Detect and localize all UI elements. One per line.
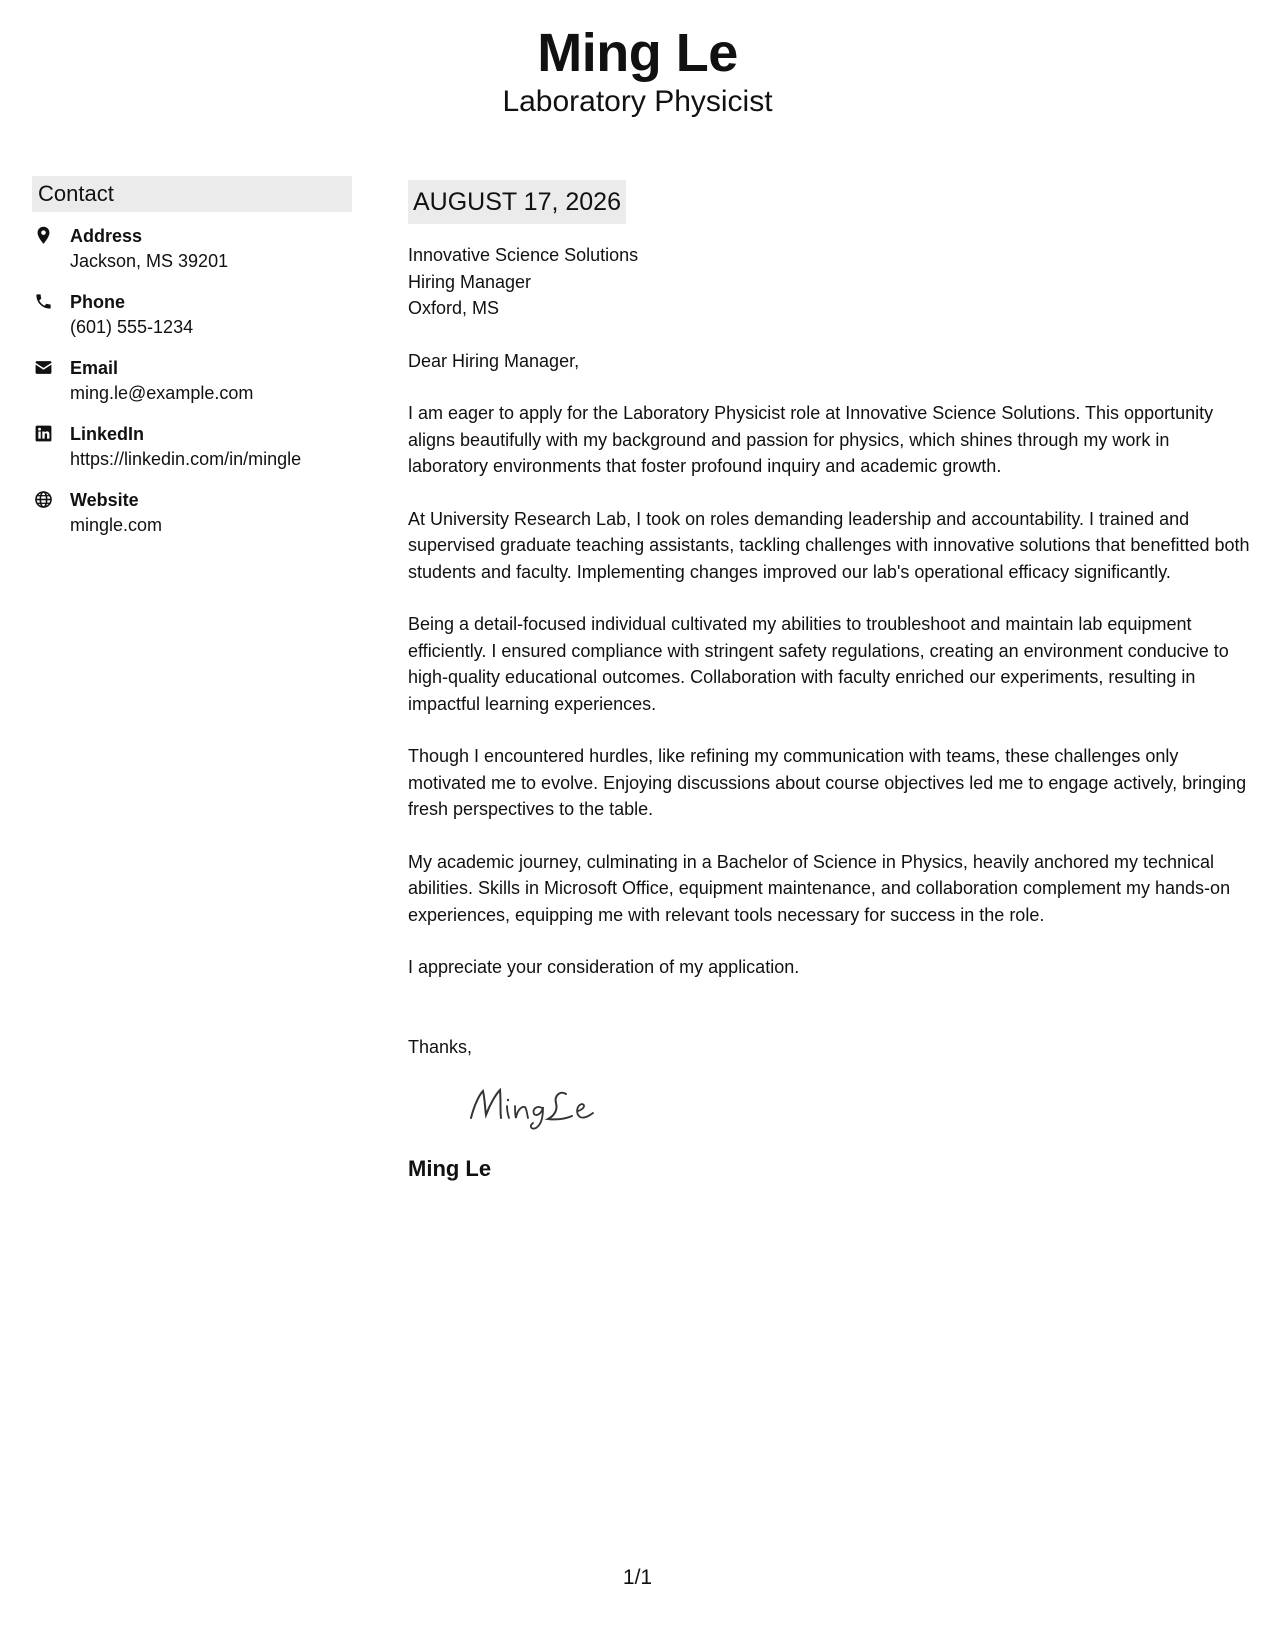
- map-pin-icon: [32, 224, 70, 245]
- signer-name: Ming Le: [408, 1156, 492, 1181]
- linkedin-icon: [32, 422, 70, 443]
- contact-item-phone: [32, 290, 352, 340]
- letter-paragraph: My academic journey, culminating in a Bachelor of Science in Physics, heavily anchored my technical abilities. Skills in Microsoft Office, equipment maintenance, and collaboration complement my hands-on experiences, equipping me with relevant tools necessary for success in the role.: [408, 851, 1231, 925]
- letter-paragraph: At University Research Lab, I took on roles demanding leadership and accountability. I trained and supervised graduate teaching assistants, tackling challenges with innovative solutions that benefitted both students and faculty. Implementing changes improved our lab's operational efficacy significantly.: [408, 508, 1250, 582]
- contact-item-linkedin: [32, 422, 352, 472]
- applicant-title: Laboratory Physicist: [502, 85, 773, 118]
- contact-item-website: [32, 488, 352, 538]
- address-label: Address: [70, 226, 143, 246]
- contact-section-title: Contact: [32, 176, 352, 212]
- linkedin-label: LinkedIn: [70, 424, 145, 444]
- handwritten-signature: [466, 1078, 1253, 1132]
- contact-item-email: [32, 356, 352, 406]
- contact-list: [32, 224, 352, 538]
- envelope-icon: [32, 356, 70, 377]
- recipient-location: Oxford, MS: [408, 298, 500, 318]
- phone-value: (601) 555-1234: [70, 317, 194, 337]
- phone-icon: [32, 290, 70, 311]
- closing-note: I appreciate your consideration of my application.: [408, 957, 800, 977]
- globe-icon: [32, 488, 70, 509]
- page-number: 1/1: [622, 1566, 653, 1589]
- website-value[interactable]: mingle.com: [70, 515, 163, 535]
- letter-paragraph: Being a detail-focused individual cultivated my abilities to troubleshoot and maintain lab equipment efficiently. I ensured compliance with stringent safety regulations, creating an environment conducive to high-quality educational outcomes. Collaboration with faculty enriched our experiments, resulting in impactful learning experiences.: [408, 614, 1229, 714]
- email-value: ming.le@example.com: [70, 383, 254, 403]
- letter-header: [0, 22, 1275, 120]
- contact-item-address: [32, 224, 352, 274]
- linkedin-value[interactable]: https://linkedin.com/in/mingle: [70, 449, 302, 469]
- letter-paragraph: I am eager to apply for the Laboratory Physicist role at Innovative Science Solutions. This opportunity aligns beautifully with my background and passion for physics, which shines through my work in laboratory environments that foster profound inquiry and academic growth.: [408, 403, 1214, 476]
- letter-body: [408, 180, 1253, 1183]
- recipient-company: Innovative Science Solutions: [408, 245, 639, 265]
- contact-sidebar: [32, 176, 352, 554]
- salutation: Dear Hiring Manager,: [408, 350, 580, 371]
- letter-date: AUGUST 17, 2026: [408, 180, 626, 224]
- recipient-block: [408, 242, 1253, 322]
- signoff: Thanks,: [408, 1036, 473, 1057]
- email-label: Email: [70, 358, 119, 378]
- website-label: Website: [70, 490, 139, 510]
- letter-paragraph: Though I encountered hurdles, like refining my communication with teams, these challenges only motivated me to evolve. Enjoying discussions about course objectives led me to engage actively, bringing fresh perspectives to the table.: [408, 746, 1247, 819]
- phone-label: Phone: [70, 292, 126, 312]
- recipient-role: Hiring Manager: [408, 271, 532, 292]
- applicant-name: Ming Le: [537, 23, 738, 83]
- address-value: Jackson, MS 39201: [70, 251, 229, 271]
